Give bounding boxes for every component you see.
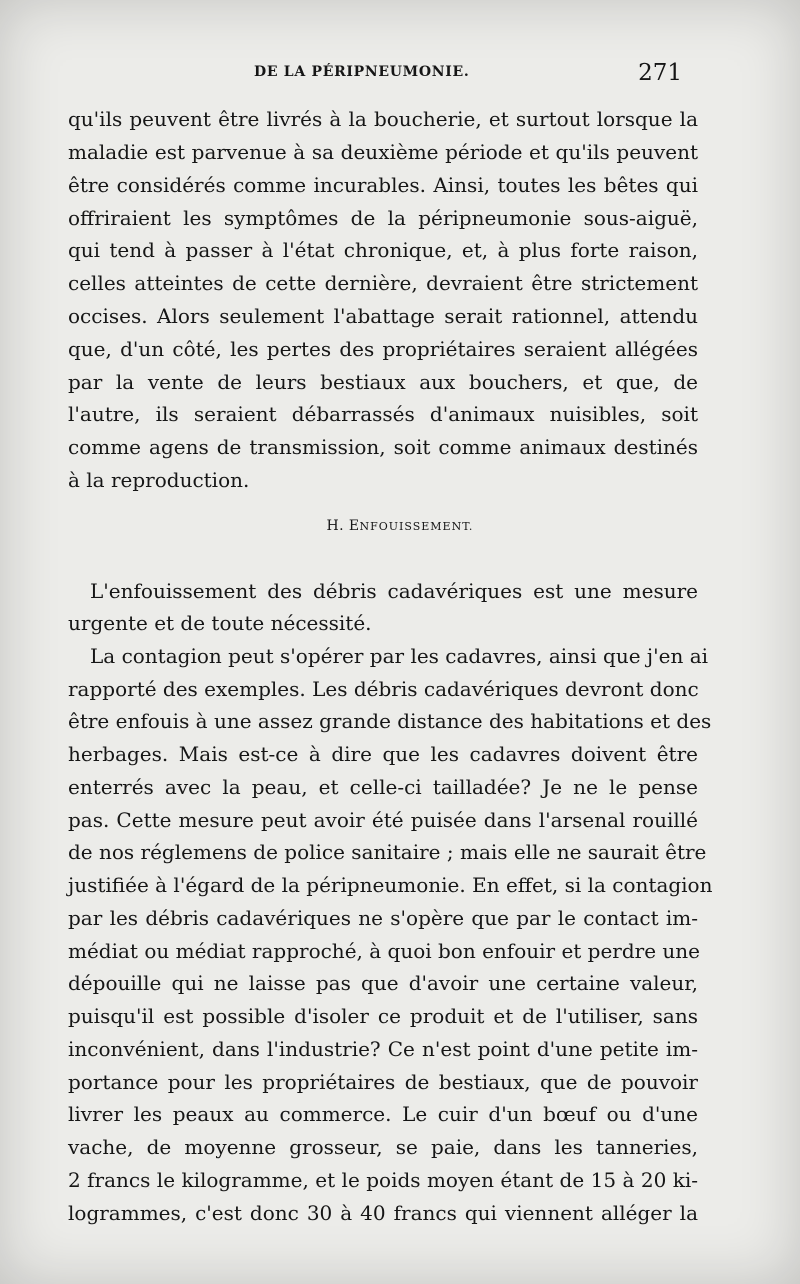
text-line: logrammes, c'est donc 30 à 40 francs qui viennent alléger la — [68, 1201, 698, 1225]
text-line: par les débris cadavériques ne s'opère que par le contact im- — [68, 906, 698, 930]
text-line: 2 francs le kilogramme, et le poids moyen étant de 15 à 20 ki- — [68, 1168, 698, 1192]
text-line: l'autre, ils seraient débarrassés d'animaux nuisibles, soit — [68, 402, 698, 426]
text-line: justifiée à l'égard de la péripneumonie. En effet, si la contagion — [68, 873, 713, 897]
text-line: maladie est parvenue à sa deuxième période et qu'ils peuvent — [68, 140, 698, 164]
section-heading — [0, 518, 800, 534]
page-header — [68, 60, 686, 90]
section-letter: H. — [326, 518, 345, 534]
text-line: L'enfouissement des débris cadavériques est une mesure — [90, 579, 698, 603]
text-line: médiat ou médiat rapproché, à quoi bon enfouir et perdre une — [68, 939, 701, 963]
text-line: comme agens de transmission, soit comme animaux destinés — [68, 435, 698, 459]
text-line: être considérés comme incurables. Ainsi, toutes les bêtes qui — [68, 173, 698, 197]
text-line: vache, de moyenne grosseur, se paie, dans les tanneries, — [68, 1135, 698, 1159]
text-line: que, d'un côté, les pertes des propriétaires seraient allégées — [68, 337, 698, 361]
text-line: par la vente de leurs bestiaux aux bouchers, et que, de — [68, 370, 698, 394]
section-title-rest: NFOUISSEMENT. — [359, 520, 474, 533]
text-line: La contagion peut s'opérer par les cadavres, ainsi que j'en ai — [90, 644, 709, 668]
text-line: urgente et de toute nécessité. — [68, 611, 372, 635]
text-line: rapporté des exemples. Les débris cadavériques devront donc — [68, 677, 699, 701]
text-line: offriraient les symptômes de la péripneumonie sous-aiguë, — [68, 206, 698, 230]
text-line: herbages. Mais est-ce à dire que les cadavres doivent être — [68, 742, 698, 766]
text-line: pas. Cette mesure peut avoir été puisée dans l'arsenal rouillé — [68, 808, 698, 832]
text-line: portance pour les propriétaires de bestiaux, que de pouvoir — [68, 1070, 698, 1094]
page-number: 271 — [638, 60, 682, 86]
text-line: occises. Alors seulement l'abattage serait rationnel, attendu — [68, 304, 698, 328]
text-line: inconvénient, dans l'industrie? Ce n'est point d'une petite im- — [68, 1037, 698, 1061]
text-line: dépouille qui ne laisse pas que d'avoir une certaine valeur, — [68, 971, 698, 995]
text-line: qui tend à passer à l'état chronique, et, à plus forte raison, — [68, 238, 698, 262]
text-line: livrer les peaux au commerce. Le cuir d'un bœuf ou d'une — [68, 1102, 698, 1126]
text-line: être enfouis à une assez grande distance des habitations et des — [68, 709, 712, 733]
running-title: DE LA PÉRIPNEUMONIE. — [254, 64, 470, 80]
section-title-initial: E — [348, 518, 360, 534]
text-line: de nos réglemens de police sanitaire ; mais elle ne saurait être — [68, 840, 707, 864]
text-line: qu'ils peuvent être livrés à la boucherie, et surtout lorsque la — [68, 107, 698, 131]
text-line: enterrés avec la peau, et celle-ci tailladée? Je ne le pense — [68, 775, 698, 799]
text-line: à la reproduction. — [68, 468, 250, 492]
text-line: puisqu'il est possible d'isoler ce produit et de l'utiliser, sans — [68, 1004, 698, 1028]
text-line: celles atteintes de cette dernière, devraient être strictement — [68, 271, 698, 295]
